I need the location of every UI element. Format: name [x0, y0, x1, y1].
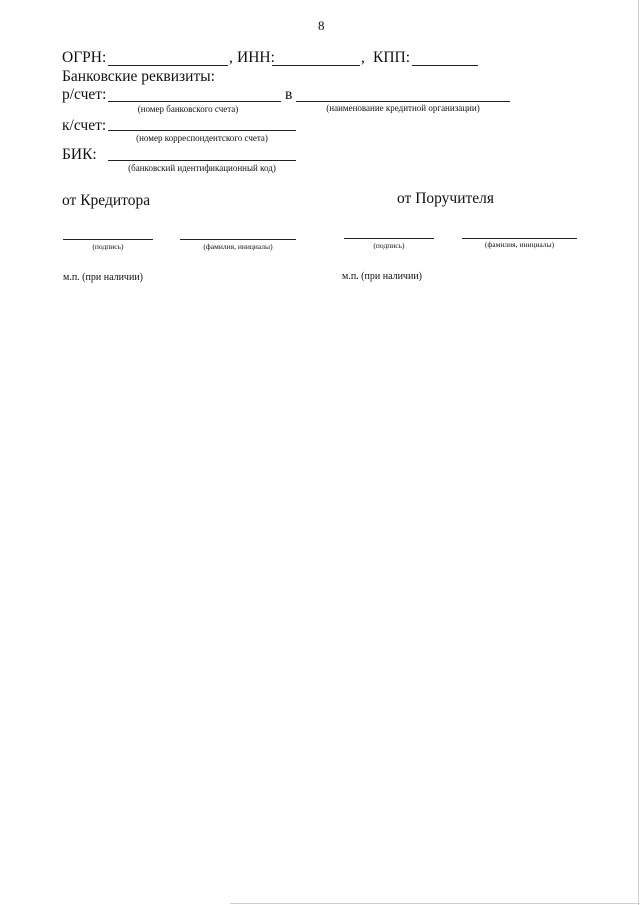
- creditor-name-caption: (фамилия, инициалы): [203, 242, 273, 251]
- in-word: в: [285, 86, 293, 103]
- inn-label: ИНН:: [237, 49, 275, 66]
- account-label: р/счет:: [62, 86, 107, 103]
- account-field-line: [108, 101, 281, 102]
- bank-details-heading: Банковские реквизиты:: [62, 68, 215, 85]
- creditor-signature-line: [63, 239, 153, 240]
- page-number: 8: [318, 18, 325, 33]
- creditor-name-line: [180, 239, 296, 240]
- page-edge-right: [638, 0, 639, 905]
- guarantor-signature-caption: (подпись): [373, 241, 405, 250]
- corr-account-field-line: [108, 130, 296, 131]
- bank-name-field-line: [296, 101, 510, 102]
- corr-account-caption: (номер корреспондентского счета): [136, 133, 268, 143]
- ogrn-label: ОГРН:: [62, 49, 107, 66]
- bank-name-caption: (наименование кредитной организации): [326, 103, 480, 113]
- creditor-seal-note: м.п. (при наличии): [63, 272, 143, 283]
- account-caption: (номер банковского счета): [137, 104, 239, 114]
- bik-label: БИК:: [62, 146, 97, 163]
- page-edge-bottom: [230, 903, 640, 904]
- kpp-label: КПП:: [373, 49, 411, 66]
- guarantor-seal-note: м.п. (при наличии): [342, 271, 422, 282]
- ogrn-field-line: [108, 65, 228, 66]
- guarantor-signature-line: [344, 238, 434, 239]
- corr-account-label: к/счет:: [62, 117, 107, 134]
- comma-separator: ,: [361, 49, 365, 66]
- bik-caption: (банковский идентификационный код): [128, 163, 276, 173]
- guarantor-name-line: [462, 238, 577, 239]
- guarantor-heading: от Поручителя: [397, 190, 495, 207]
- guarantor-name-caption: (фамилия, инициалы): [484, 240, 555, 249]
- inn-field-line: [272, 65, 360, 66]
- kpp-field-line: [412, 65, 478, 66]
- creditor-heading: от Кредитора: [62, 192, 151, 209]
- creditor-signature-caption: (подпись): [92, 242, 124, 251]
- comma-separator: ,: [229, 49, 233, 66]
- bik-field-line: [108, 160, 296, 161]
